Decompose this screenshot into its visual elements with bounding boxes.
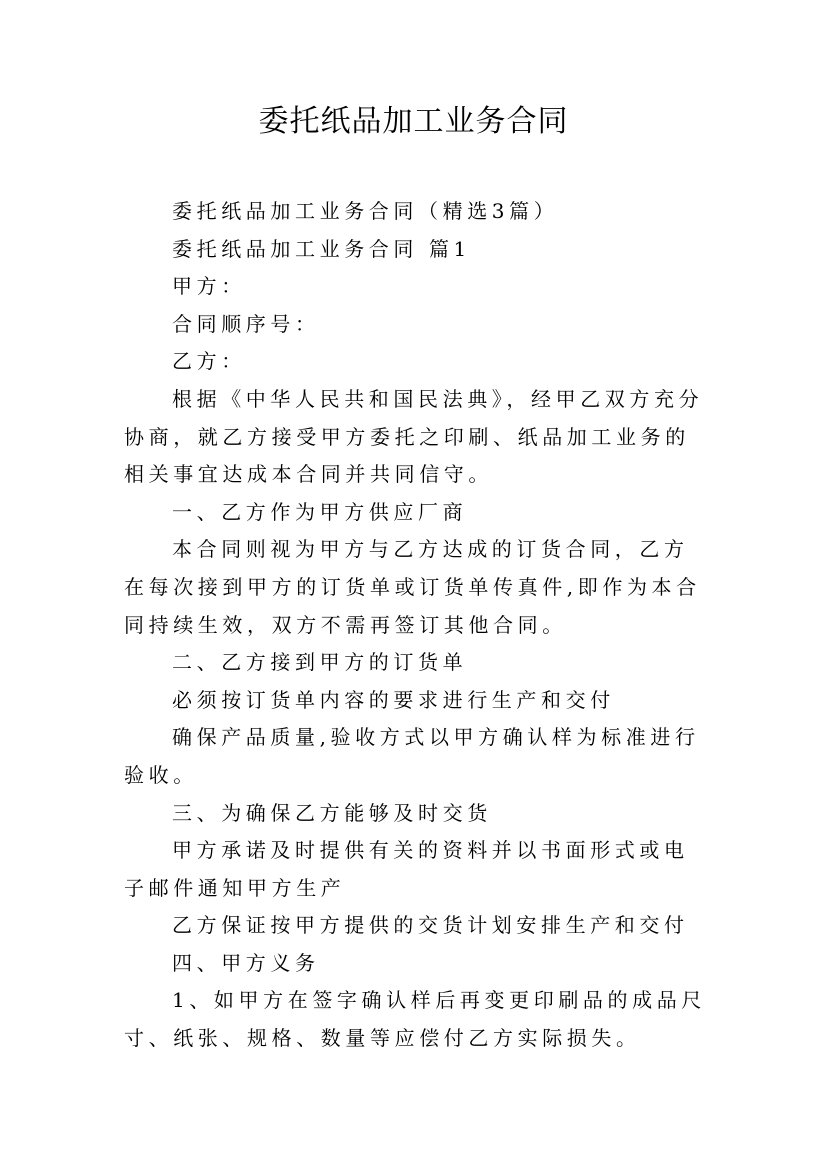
paragraph-preamble: 根据《中华人民共和国民法典》，经甲乙双方充分协商，就乙方接受甲方委托之印刷、纸品加工业务的相关事宜达成本合同并共同信守。 [124,386,704,487]
paragraph-section-2b: 确保产品质量,验收方式以甲方确认样为标准进行验收。 [124,725,700,787]
paragraph-subtitle-part-1: 委托纸品加工业务合同 篇1 [172,236,471,261]
section-heading-3: 三、为确保乙方能够及时交货 [172,800,492,825]
document-body [124,193,709,1058]
paragraph-contract-number: 合同顺序号： [172,311,320,336]
section-heading-1: 一、乙方作为甲方供应厂商 [172,499,468,524]
paragraph-party-a: 甲方： [172,274,246,299]
paragraph-section-4-item-1: 1、如甲方在签字确认样后再变更印刷品的成品尺寸、纸张、规格、数量等应偿付乙方实际损失。 [124,988,706,1051]
paragraph-subtitle-selected: 委托纸品加工业务合同（精选3篇） [172,199,559,223]
section-heading-2: 二、乙方接到甲方的订货单 [172,650,468,675]
paragraph-party-b: 乙方： [172,349,246,374]
section-heading-4: 四、甲方义务 [172,950,320,975]
document-title: 委托纸品加工业务合同 [258,104,569,139]
paragraph-section-2a: 必须按订货单内容的要求进行生产和交付 [172,687,615,712]
paragraph-section-3a: 甲方承诺及时提供有关的资料并以书面形式或电子邮件通知甲方生产 [124,838,689,900]
paragraph-section-3b: 乙方保证按甲方提供的交货计划安排生产和交付 [172,913,689,938]
paragraph-section-1: 本合同则视为甲方与乙方达成的订货合同，乙方在每次接到甲方的订货单或订货单传真件,即作为本合同持续生效，双方不需再签订其他合同。 [124,537,701,637]
